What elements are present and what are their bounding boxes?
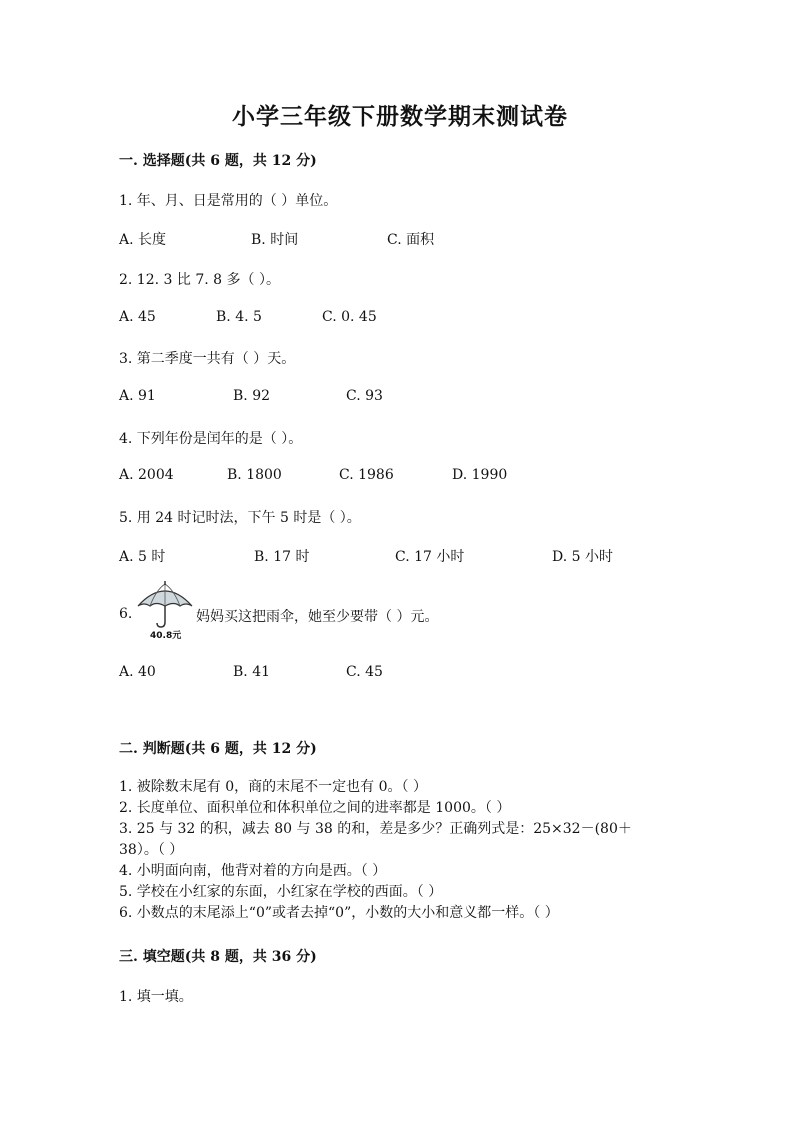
q3-option-b: B. 92: [233, 388, 271, 404]
judge-item-5: 5. 学校在小红家的东面，小红家在学校的西面。（ ）: [119, 884, 443, 900]
q2-option-c: C. 0. 45: [322, 309, 377, 325]
q1-option-c: C. 面积: [387, 232, 435, 248]
q2-option-a: A. 45: [119, 309, 156, 325]
q5-option-d: D. 5 小时: [552, 549, 613, 565]
question-3: 3. 第二季度一共有（ ）天。: [119, 351, 296, 367]
q2-option-b: B. 4. 5: [216, 309, 262, 325]
q5-option-a: A. 5 时: [119, 549, 166, 565]
q6-option-a: A. 40: [119, 664, 156, 680]
q3-option-c: C. 93: [346, 388, 383, 404]
question-5: 5. 用 24 时记时法，下午 5 时是（ ）。: [119, 510, 361, 526]
section-1-heading: 一. 选择题(共 6 题，共 12 分): [119, 153, 317, 169]
question-2: 2. 12. 3 比 7. 8 多（ ）。: [119, 272, 280, 288]
question-4: 4. 下列年份是闰年的是（ ）。: [119, 431, 303, 447]
question-6-number: 6.: [119, 606, 133, 622]
q5-option-c: C. 17 小时: [395, 549, 465, 565]
q6-option-b: B. 41: [233, 664, 271, 680]
judge-item-6: 6. 小数点的末尾添上“0”或者去掉“0”，小数的大小和意义都一样。（ ）: [119, 905, 559, 921]
umbrella-price: 40.8元: [150, 631, 182, 641]
q3-option-a: A. 91: [119, 388, 156, 404]
q4-option-d: D. 1990: [452, 467, 508, 483]
q4-option-c: C. 1986: [339, 467, 394, 483]
section-2-heading: 二. 判断题(共 6 题，共 12 分): [119, 741, 317, 757]
q1-option-b: B. 时间: [251, 232, 299, 248]
q4-option-b: B. 1800: [227, 467, 282, 483]
judge-item-4: 4. 小明面向南，他背对着的方向是西。（ ）: [119, 863, 387, 879]
section-3-heading: 三. 填空题(共 8 题，共 36 分): [119, 949, 317, 965]
fill-item-1: 1. 填一填。: [119, 989, 193, 1005]
question-1: 1. 年、月、日是常用的（ ）单位。: [119, 193, 338, 209]
judge-item-2: 2. 长度单位、面积单位和体积单位之间的进率都是 1000。（ ）: [119, 800, 511, 816]
q5-option-b: B. 17 时: [254, 549, 310, 565]
question-6: 妈妈买这把雨伞，她至少要带（ ）元。: [196, 609, 439, 625]
judge-item-1: 1. 被除数末尾有 0，商的末尾不一定也有 0。（ ）: [119, 779, 427, 795]
q4-option-a: A. 2004: [119, 467, 174, 483]
q1-option-a: A. 长度: [119, 232, 167, 248]
page-title: 小学三年级下册数学期末测试卷: [232, 103, 568, 130]
q6-option-c: C. 45: [346, 664, 383, 680]
judge-item-3: 3. 25 与 32 的积，减去 80 与 38 的和，差是多少？正确列式是：25×32－(80＋: [119, 821, 632, 837]
judge-item-3-cont: 38）。（ ）: [119, 842, 184, 858]
